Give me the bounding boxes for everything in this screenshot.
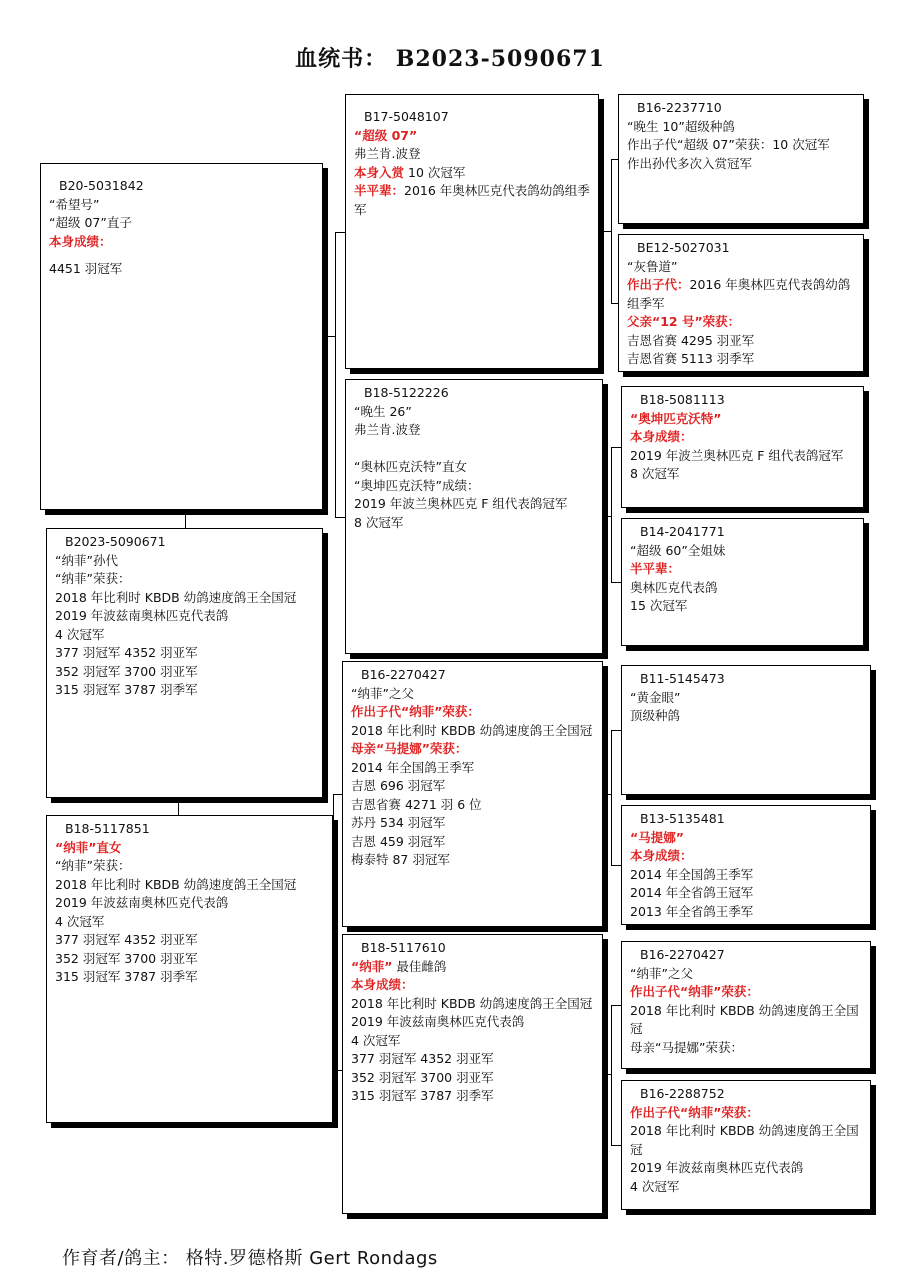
connector-line (611, 730, 612, 865)
pedigree-line: 4451 羽冠军 (49, 261, 123, 276)
pedigree-line: 8 次冠军 (354, 514, 404, 530)
pedigree-line: 4 次冠军 (351, 1032, 401, 1048)
pedigree-line: 4 次冠军 (630, 1178, 680, 1194)
connector-line (603, 794, 611, 795)
red-label: 本身入赏 (354, 164, 405, 180)
pedigree-line (354, 182, 590, 219)
pedigree-line: B13-5135481 (640, 811, 725, 826)
connector-line (611, 159, 618, 160)
connector-line (599, 231, 611, 232)
connector-line (611, 582, 621, 583)
pedigree-line (354, 99, 590, 108)
pedigree-line: “晚生 26” (354, 403, 412, 419)
pedigree-line: 本身成绩： (630, 848, 693, 863)
pedigree-line: 2019 年波兹南奥林匹克代表鸽 (55, 608, 229, 623)
pedigree-line: 377 羽冠军 4352 羽亚军 (55, 932, 198, 947)
pedigree-line: 2019 年波兹南奥林匹克代表鸽 (630, 1160, 804, 1175)
pedigree-box-ggp-2 (618, 234, 864, 372)
pedigree-line: 2019 年波兰奥林匹克 F 组代表鸽冠军 (630, 447, 844, 463)
pedigree-line: “马提娜” (630, 829, 684, 845)
label-text: 10 次冠军 (404, 164, 466, 180)
connector-line (611, 447, 621, 448)
connector-line (611, 447, 612, 582)
pedigree-box-ggp-3 (621, 386, 864, 508)
pedigree-line: “纳菲”荣获： (55, 571, 131, 586)
pedigree-line: “纳菲”之父 (351, 685, 414, 701)
pedigree-line: 吉恩省赛 4271 羽 6 位 (351, 796, 482, 812)
pedigree-line: 352 羽冠军 3700 羽亚军 (351, 1069, 494, 1085)
pedigree-line: “纳菲”荣获： (55, 858, 131, 873)
pedigree-line: 苏丹 534 羽冠军 (351, 815, 446, 830)
pedigree-box-ggp-5 (621, 665, 871, 795)
pedigree-line: 2018 年比利时 KBDB 幼鸽速度鸽王全国冠 (351, 995, 593, 1011)
red-label: “纳菲” (351, 958, 393, 974)
connector-line (611, 159, 612, 303)
pedigree-box-dam (46, 815, 333, 1123)
pedigree-line: 父亲“12 号”荣获： (627, 314, 741, 329)
pedigree-line: B16-2270427 (361, 667, 446, 682)
connector-line (603, 516, 611, 517)
pedigree-line: 2018 年比利时 KBDB 幼鸽速度鸽王全国冠 (55, 876, 297, 892)
connector-line (185, 510, 186, 528)
pedigree-line: 母亲“马提娜”荣获： (351, 741, 468, 756)
pedigree-line: 2013 年全省鸽王季军 (630, 903, 754, 919)
pedigree-line: 梅泰特 87 羽冠军 (351, 852, 450, 867)
pedigree-box-ggp-1 (618, 94, 864, 224)
pedigree-line: 弗兰肯.波登 (354, 422, 421, 437)
pedigree-line: B17-5048107 (364, 109, 449, 124)
pedigree-line: 2019 年波兰奥林匹克 F 组代表鸽冠军 (354, 496, 568, 511)
pedigree-line: 吉恩省赛 5113 羽季军 (627, 351, 755, 366)
pedigree-line: B16-2270427 (640, 947, 725, 962)
pedigree-line: “黄金眼” (630, 689, 681, 705)
pedigree-line: 315 羽冠军 3787 羽季军 (55, 682, 198, 697)
pedigree-line: 作出孙代多次入赏冠军 (627, 155, 753, 171)
pedigree-line: 作出子代“纳菲”荣获： (630, 1104, 759, 1120)
pedigree-line: B16-2288752 (640, 1086, 725, 1101)
pedigree-line: “超级 60”全姐妹 (630, 542, 726, 558)
pedigree-line: 352 羽冠军 3700 羽亚军 (55, 663, 198, 679)
pedigree-line: 315 羽冠军 3787 羽季军 (55, 969, 198, 984)
pedigree-line: 2014 年全省鸽王冠军 (630, 885, 754, 900)
pedigree-line: 15 次冠军 (630, 598, 688, 613)
pedigree-box-sire (40, 163, 323, 510)
pedigree-line: 377 羽冠军 4352 羽亚军 (351, 1051, 494, 1066)
pedigree-line: B11-5145473 (640, 671, 725, 686)
page-title: 血统书： B2023-5090671 (295, 46, 605, 72)
pedigree-line: B2023-5090671 (65, 534, 166, 549)
pedigree-line: “希望号” (49, 196, 100, 212)
pedigree-box-granddam-2 (342, 934, 603, 1214)
red-label: 半平辈： (354, 183, 405, 198)
connector-line (611, 1145, 621, 1146)
connector-line (603, 1074, 611, 1075)
pedigree-line: 2018 年比利时 KBDB 幼鸽速度鸽王全国冠 (630, 1002, 859, 1036)
label-text: 2016 年奥林匹克代表鸽幼鸽组季军 (627, 277, 851, 311)
connector-line (335, 232, 345, 233)
pedigree-line: “纳菲”孙代 (55, 552, 118, 568)
connector-line (333, 1070, 342, 1071)
breeder-footer: 作育者/鸽主： 格特.罗德格斯 Gert Rondags (62, 1248, 438, 1269)
connector-line (178, 798, 179, 815)
pedigree-line (627, 276, 855, 313)
pedigree-line: 2019 年波兹南奥林匹克代表鸽 (55, 895, 229, 910)
pedigree-line: 吉恩 459 羽冠军 (351, 833, 446, 849)
pedigree-line: 吉恩省赛 4295 羽亚军 (627, 332, 755, 348)
connector-line (611, 730, 621, 731)
connector-line (611, 865, 621, 866)
pedigree-line: B20-5031842 (59, 178, 144, 193)
pedigree-line (354, 164, 590, 183)
connector-line (333, 794, 342, 795)
connector-line (335, 232, 336, 517)
pedigree-line: “纳菲”直女 (55, 839, 122, 855)
pedigree-line: BE12-5027031 (637, 240, 730, 255)
pedigree-line: 顶级种鸽 (630, 708, 681, 723)
connector-line (611, 1005, 612, 1145)
pedigree-line: 2018 年比利时 KBDB 幼鸽速度鸽王全国冠 (55, 589, 297, 605)
pedigree-line: 2018 年比利时 KBDB 幼鸽速度鸽王全国冠 (351, 722, 593, 738)
pedigree-line: 半平辈： (630, 561, 681, 576)
pedigree-line: “灰鲁道” (627, 258, 678, 274)
pedigree-line: “奥坤匹克沃特”成绩： (354, 477, 480, 493)
pedigree-line: 吉恩 696 羽冠军 (351, 778, 446, 793)
pedigree-line: B18-5117610 (361, 940, 446, 955)
pedigree-line (354, 440, 594, 459)
pedigree-line: B16-2237710 (637, 100, 722, 115)
pedigree-line: 2014 年全国鸽王季军 (351, 759, 475, 775)
pedigree-line: 母亲“马提娜”荣获： (630, 1039, 743, 1055)
pedigree-line: 作出子代“纳菲”荣获： (351, 704, 480, 719)
pedigree-line: “晚生 10”超级种鸽 (627, 118, 735, 134)
pedigree-line (351, 958, 594, 977)
pedigree-line: 作出子代“纳菲”荣获： (630, 984, 759, 999)
connector-line (335, 517, 345, 518)
pedigree-line: 奥林匹克代表鸽 (630, 579, 718, 595)
pedigree-line: “纳菲”之父 (630, 965, 693, 981)
pedigree-line (49, 251, 314, 260)
pedigree-line: 弗兰肯.波登 (354, 146, 421, 161)
pedigree-box-ggp-8 (621, 1080, 871, 1210)
pedigree-line: 本身成绩： (49, 233, 112, 249)
pedigree-line: “奥林匹克沃特”直女 (354, 459, 467, 474)
pedigree-box-ggp-4 (621, 518, 864, 646)
pedigree-line: 本身成绩： (630, 429, 693, 444)
red-label: 作出子代： (627, 277, 690, 292)
pedigree-box-grandsire-1 (345, 94, 599, 369)
connector-line (611, 1005, 621, 1006)
pedigree-box-granddam-1 (345, 379, 603, 654)
pedigree-line: B18-5081113 (640, 392, 725, 407)
pedigree-line: “奥坤匹克沃特” (630, 410, 722, 426)
pedigree-line: 作出子代“超级 07”荣获：10 次冠军 (627, 137, 830, 152)
pedigree-line: 2018 年比利时 KBDB 幼鸽速度鸽王全国冠 (630, 1123, 859, 1157)
connector-line (611, 303, 618, 304)
pedigree-line: B18-5122226 (364, 385, 449, 400)
pedigree-line: “超级 07” (354, 127, 418, 143)
connector-line (323, 336, 335, 337)
pedigree-line: 2014 年全国鸽王季军 (630, 866, 754, 882)
pedigree-box-ggp-7 (621, 941, 871, 1069)
pedigree-line: B14-2041771 (640, 524, 725, 539)
pedigree-line: 2019 年波兹南奥林匹克代表鸽 (351, 1014, 525, 1029)
pedigree-line: 315 羽冠军 3787 羽季军 (351, 1088, 494, 1103)
pedigree-line: 352 羽冠军 3700 羽亚军 (55, 950, 198, 966)
label-text: 最佳雌鸽 (392, 958, 447, 974)
pedigree-line: 本身成绩： (351, 977, 414, 992)
pedigree-box-subject (46, 528, 323, 798)
pedigree-line: 4 次冠军 (55, 913, 105, 929)
pedigree-box-ggp-6 (621, 805, 871, 925)
pedigree-line (49, 168, 314, 177)
pedigree-line: 4 次冠军 (55, 626, 105, 642)
pedigree-line: B18-5117851 (65, 821, 150, 836)
label-text: 2016 年奥林匹克代表鸽幼鸽组季军 (354, 183, 590, 217)
pedigree-line: 8 次冠军 (630, 466, 680, 481)
pedigree-line: 377 羽冠军 4352 羽亚军 (55, 645, 198, 660)
connector-line (333, 794, 334, 1070)
pedigree-line: “超级 07”直子 (49, 215, 132, 230)
pedigree-box-grandsire-2 (342, 661, 603, 927)
